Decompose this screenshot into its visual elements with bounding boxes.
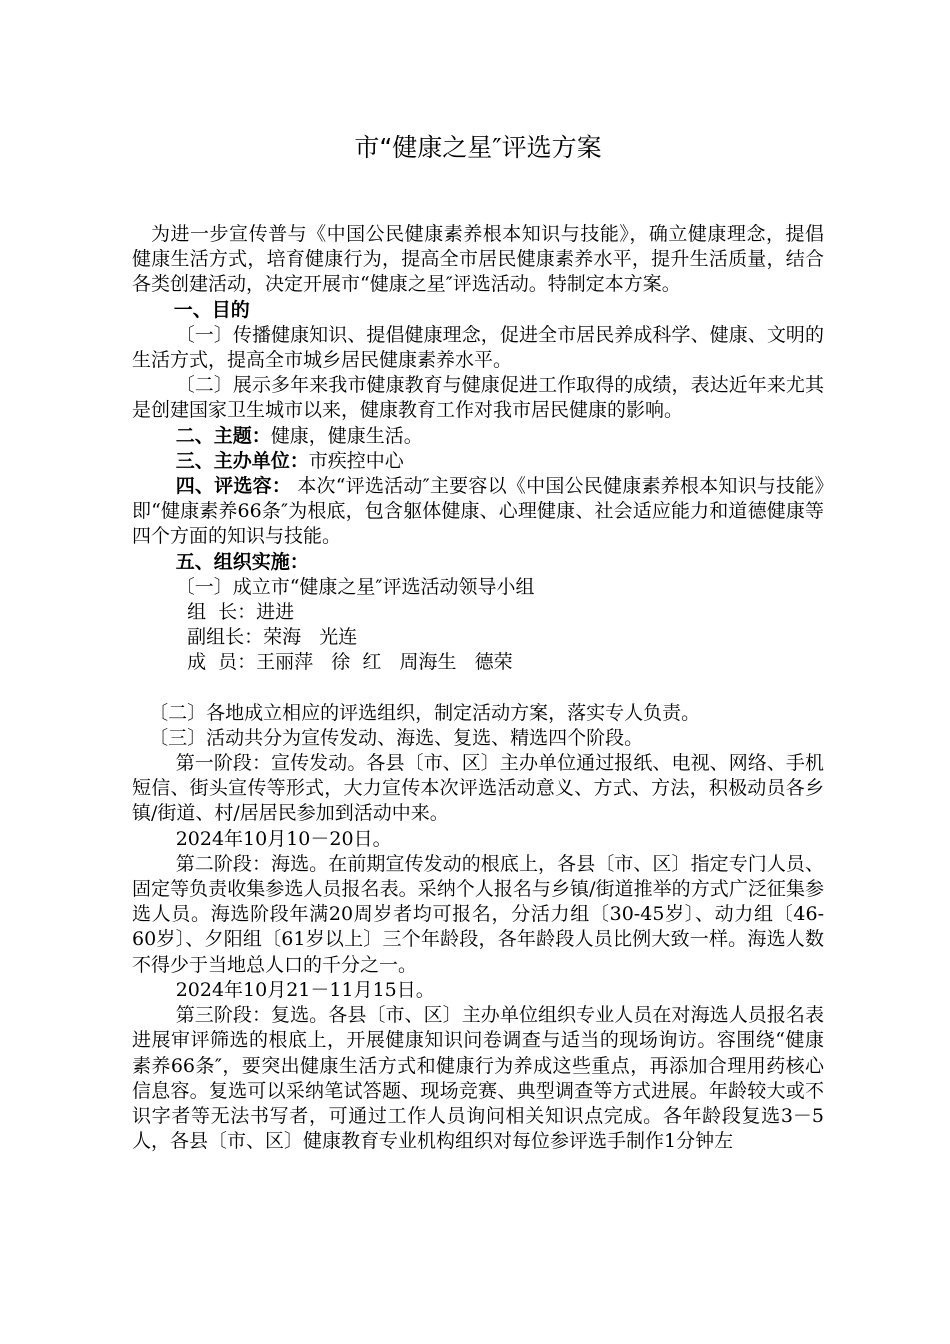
section-2-text: 健康，健康生活。 bbox=[270, 424, 423, 447]
section-1-heading-text: 一、目的 bbox=[173, 298, 250, 321]
blank-line bbox=[132, 676, 824, 701]
deputy-line: 副组长：荣海 光连 bbox=[187, 626, 358, 649]
section-4 bbox=[132, 474, 824, 550]
stage-1-date: 2024年10月10－20日。 bbox=[175, 827, 392, 850]
section-3-heading: 三、主办单位： bbox=[175, 449, 309, 472]
intro-paragraph: 为进一步宣传普与《中国公民健康素养根本知识与技能》，确立健康理念，提倡健康生活方式，培育健康行为，提高全市居民健康素养水平，提升生活质量，结合各类创建活动，决定开展市“健康之星″评选活动。特制定本方案。 bbox=[132, 223, 824, 296]
section-3-text: 市疾控中心 bbox=[308, 449, 404, 472]
section-5-heading: 五、组织实施： bbox=[175, 550, 309, 573]
stage-3-paragraph: 第三阶段：复选。各县〔市、区〕主办单位组织专业人员在对海选人员报名表进展审评筛选的根底上，开展健康知识问卷调查与适当的现场询访。容围绕“健康素养66条″，要突出健康生活方式和健康行为养成这些重点，再添加合理用药核心信息容。复选可以采纳笔试答题、现场竞赛、典型调查等方式进展。年龄较大或不识字者等无法书写者，可通过工作人员询问相关知识点完成。各年龄段复选3－5人，各县〔市、区〕健康教育专业机构组织对每位参评选手制作1分钟左 bbox=[132, 1004, 824, 1153]
section-1-paragraph-1: 〔一〕传播健康知识、提倡健康理念，促进全市居民养成科学、健康、文明的生活方式，提高全市城乡居民健康素养水平。 bbox=[132, 323, 824, 372]
section-1-heading bbox=[132, 298, 824, 323]
section-4-heading: 四、评选容： bbox=[175, 475, 292, 498]
members-line: 成 员：王丽萍 徐 红 周海生 德荣 bbox=[187, 651, 513, 674]
document-title: 市“健康之星″评选方案 bbox=[354, 133, 602, 162]
leader-line: 组 长：进进 bbox=[187, 601, 295, 624]
section-5-paragraph-3: 〔三〕活动共分为宣传发动、海选、复选、精选四个阶段。 bbox=[149, 726, 644, 749]
section-1-paragraph-2: 〔二〕展示多年来我市健康教育与健康促进工作取得的成绩，表达近年来尤其是创建国家卫生城市以来，健康教育工作对我市居民健康的影响。 bbox=[132, 374, 824, 422]
section-5-paragraph-2: 〔二〕各地成立相应的评选组织，制定活动方案，落实专人负责。 bbox=[149, 701, 701, 724]
section-5 bbox=[132, 550, 824, 575]
section-4-text: 本次“评选活动″主要容以《中国公民健康素养根本知识与技能》即“健康素养66条″为根底，包含躯体健康、心理健康、社会适应能力和道德健康等四个方面的知识与技能。 bbox=[132, 475, 824, 548]
document-body bbox=[132, 222, 824, 1154]
stage-2-date: 2024年10月21－11月15日。 bbox=[175, 978, 435, 1001]
section-3 bbox=[132, 449, 824, 474]
stage-1-paragraph: 第一阶段：宣传发动。各县〔市、区〕主办单位通过报纸、电视、网络、手机短信、街头宣传等形式，大力宣传本次评选活动意义、方式、方法，积极动员各乡镇/街道、村/居居民参加到活动中来。 bbox=[132, 752, 824, 825]
section-2 bbox=[132, 424, 824, 449]
stage-2-paragraph: 第二阶段：海选。在前期宣传发动的根底上，各县〔市、区〕指定专门人员、固定等负责收集参选人员报名表。采纳个人报名与乡镇/街道推举的方式广泛征集参选人员。海选阶段年满20周岁者均可报名，分活力组〔30-45岁〕、动力组〔46-60岁〕、夕阳组〔61岁以上〕三个年龄段，各年龄段人员比例大致一样。海选人数不得少于当地总人口的千分之一。 bbox=[132, 852, 824, 976]
section-2-heading: 二、主题： bbox=[175, 424, 271, 447]
section-5-paragraph-1: 〔一〕成立市“健康之星″评选活动领导小组 bbox=[175, 575, 535, 598]
